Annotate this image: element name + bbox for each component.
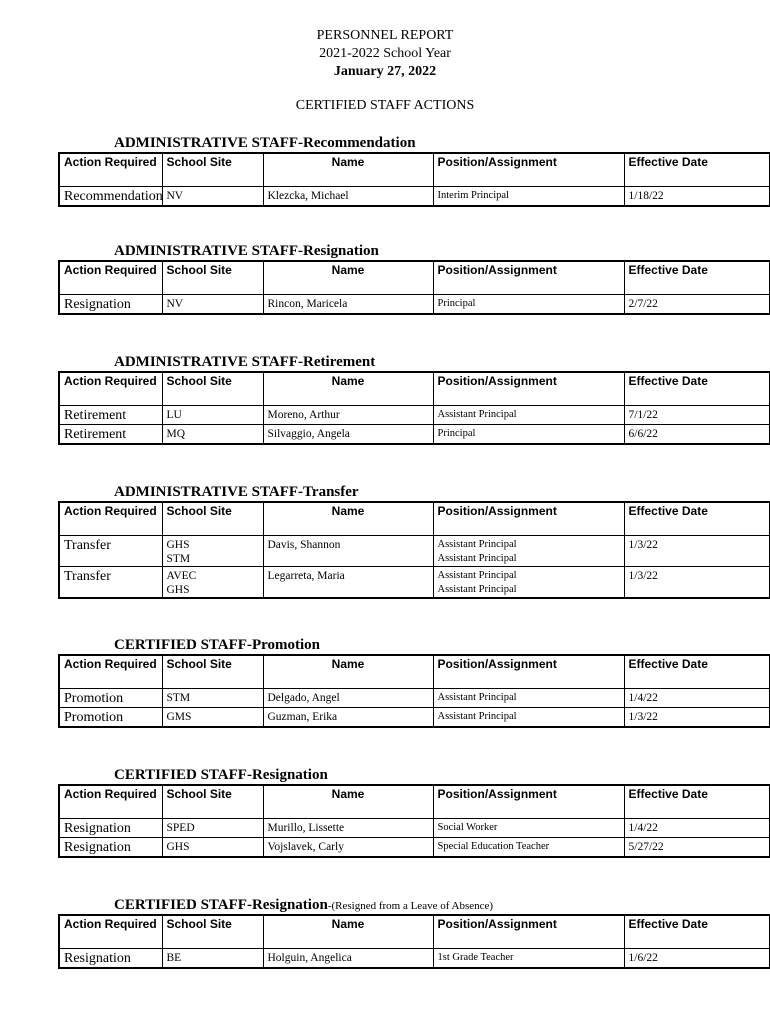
- section-title-text: CERTIFIED STAFF-Promotion: [114, 637, 321, 653]
- table-row: [59, 406, 770, 425]
- section-title: [114, 484, 770, 501]
- position-text: Assistant Principal: [437, 692, 517, 703]
- staff-table: [58, 914, 770, 969]
- cell-action: Resignation: [59, 838, 162, 858]
- cell-effective-date: 7/1/22: [624, 406, 770, 425]
- cell-effective-date: 5/27/22: [624, 838, 770, 858]
- report-title: PERSONNEL REPORT: [316, 28, 454, 43]
- section-title: [114, 767, 770, 784]
- cell-position: [433, 536, 624, 567]
- column-header-action: Action Required: [59, 153, 162, 187]
- column-header-action: Action Required: [59, 261, 162, 295]
- column-header-name: Name: [263, 372, 433, 406]
- cell-name: Guzman, Erika: [263, 708, 433, 728]
- section-title: [114, 637, 770, 654]
- section-title: [114, 243, 770, 260]
- cell-position: [433, 425, 624, 445]
- cell-site: [162, 295, 263, 315]
- cell-effective-date: 1/18/22: [624, 187, 770, 207]
- staff-table: [58, 371, 770, 445]
- position-text: Special Education Teacher: [437, 841, 550, 852]
- table-row: [59, 819, 770, 838]
- cell-name: Rincon, Maricela: [263, 295, 433, 315]
- section-title-note: -(Resigned from a Leave of Absence): [327, 900, 494, 912]
- cell-name: Silvaggio, Angela: [263, 425, 433, 445]
- cell-action: Recommendation: [59, 187, 162, 207]
- cell-site: [162, 187, 263, 207]
- cell-effective-date: 1/4/22: [624, 689, 770, 708]
- staff-table: [58, 654, 770, 728]
- site-code: NV: [166, 190, 184, 202]
- cell-effective-date: 6/6/22: [624, 425, 770, 445]
- cell-position: [433, 708, 624, 728]
- cell-action: Promotion: [59, 689, 162, 708]
- cell-position: [433, 949, 624, 969]
- column-header-position: Position/Assignment: [433, 261, 624, 295]
- column-header-date: Effective Date: [624, 785, 770, 819]
- site-code: BE: [166, 952, 182, 964]
- cell-position: [433, 819, 624, 838]
- report-date: January 27, 2022: [333, 64, 437, 79]
- cell-action: Transfer: [59, 536, 162, 567]
- column-header-site: School Site: [162, 153, 263, 187]
- section-0: [58, 135, 770, 207]
- table-header-row: [59, 655, 770, 689]
- column-header-position: Position/Assignment: [433, 372, 624, 406]
- table-header-row: [59, 372, 770, 406]
- position-text: Assistant Principal: [437, 539, 517, 550]
- staff-table: [58, 152, 770, 207]
- cell-site: [162, 708, 263, 728]
- section-title: [114, 897, 770, 914]
- cell-effective-date: 1/6/22: [624, 949, 770, 969]
- cell-site: [162, 536, 263, 567]
- position-text: Interim Principal: [437, 190, 509, 201]
- column-header-name: Name: [263, 655, 433, 689]
- column-header-date: Effective Date: [624, 372, 770, 406]
- cell-action: Resignation: [59, 819, 162, 838]
- column-header-position: Position/Assignment: [433, 785, 624, 819]
- cell-site: [162, 425, 263, 445]
- table-header-row: [59, 502, 770, 536]
- staff-table: [58, 501, 770, 599]
- position-text: Principal: [437, 428, 476, 439]
- cell-effective-date: 1/3/22: [624, 708, 770, 728]
- cell-name: Davis, Shannon: [263, 536, 433, 567]
- table-row: [59, 295, 770, 315]
- site-code: GHS: [166, 584, 190, 596]
- site-code: MQ: [166, 428, 186, 440]
- column-header-name: Name: [263, 915, 433, 949]
- section-title: [114, 354, 770, 371]
- section-title-text: ADMINISTRATIVE STAFF-Retirement: [114, 354, 376, 370]
- cell-position: [433, 838, 624, 858]
- report-subtitle: CERTIFIED STAFF ACTIONS: [295, 98, 475, 113]
- column-header-date: Effective Date: [624, 261, 770, 295]
- column-header-date: Effective Date: [624, 915, 770, 949]
- column-header-date: Effective Date: [624, 153, 770, 187]
- cell-action: Resignation: [59, 949, 162, 969]
- section-title-text: CERTIFIED STAFF-Resignation: [114, 767, 328, 783]
- cell-effective-date: 1/4/22: [624, 819, 770, 838]
- table-row: [59, 536, 770, 567]
- column-header-action: Action Required: [59, 502, 162, 536]
- cell-name: Klezcka, Michael: [263, 187, 433, 207]
- cell-position: [433, 406, 624, 425]
- cell-site: [162, 819, 263, 838]
- cell-position: [433, 689, 624, 708]
- column-header-action: Action Required: [59, 372, 162, 406]
- cell-name: Holguin, Angelica: [263, 949, 433, 969]
- table-row: [59, 187, 770, 207]
- column-header-action: Action Required: [59, 915, 162, 949]
- column-header-position: Position/Assignment: [433, 915, 624, 949]
- cell-name: Delgado, Angel: [263, 689, 433, 708]
- cell-position: [433, 567, 624, 599]
- cell-site: [162, 949, 263, 969]
- cell-effective-date: 2/7/22: [624, 295, 770, 315]
- column-header-site: School Site: [162, 785, 263, 819]
- table-row: [59, 838, 770, 858]
- cell-name: Legarreta, Maria: [263, 567, 433, 599]
- section-title-text: CERTIFIED STAFF-Resignation: [114, 897, 328, 913]
- cell-action: Retirement: [59, 425, 162, 445]
- site-code: GHS: [166, 539, 190, 551]
- site-code: GMS: [166, 711, 192, 723]
- site-code: SPED: [166, 822, 195, 834]
- column-header-action: Action Required: [59, 655, 162, 689]
- site-code: AVEC: [166, 570, 197, 582]
- column-header-position: Position/Assignment: [433, 502, 624, 536]
- position-text: Assistant Principal: [437, 553, 517, 564]
- report-header: [0, 27, 770, 81]
- position-text: 1st Grade Teacher: [437, 952, 514, 963]
- table-row: [59, 689, 770, 708]
- column-header-name: Name: [263, 502, 433, 536]
- cell-site: [162, 406, 263, 425]
- cell-site: [162, 689, 263, 708]
- column-header-date: Effective Date: [624, 502, 770, 536]
- column-header-date: Effective Date: [624, 655, 770, 689]
- table-row: [59, 567, 770, 599]
- table-header-row: [59, 261, 770, 295]
- column-header-site: School Site: [162, 655, 263, 689]
- column-header-name: Name: [263, 261, 433, 295]
- section-title: [114, 135, 770, 152]
- cell-action: Resignation: [59, 295, 162, 315]
- section-5: [58, 767, 770, 858]
- table-header-row: [59, 153, 770, 187]
- column-header-position: Position/Assignment: [433, 655, 624, 689]
- cell-name: Moreno, Arthur: [263, 406, 433, 425]
- column-header-name: Name: [263, 785, 433, 819]
- staff-table: [58, 260, 770, 315]
- cell-action: Promotion: [59, 708, 162, 728]
- cell-action: Retirement: [59, 406, 162, 425]
- position-text: Principal: [437, 298, 476, 309]
- table-row: [59, 708, 770, 728]
- column-header-position: Position/Assignment: [433, 153, 624, 187]
- section-title-text: ADMINISTRATIVE STAFF-Transfer: [114, 484, 359, 500]
- section-4: [58, 637, 770, 728]
- cell-name: Vojslavek, Carly: [263, 838, 433, 858]
- cell-site: [162, 567, 263, 599]
- section-title-text: ADMINISTRATIVE STAFF-Recommendation: [114, 135, 416, 151]
- cell-position: [433, 187, 624, 207]
- section-3: [58, 484, 770, 599]
- position-text: Assistant Principal: [437, 409, 517, 420]
- site-code: NV: [166, 298, 184, 310]
- column-header-name: Name: [263, 153, 433, 187]
- table-row: [59, 425, 770, 445]
- column-header-site: School Site: [162, 915, 263, 949]
- table-row: [59, 949, 770, 969]
- position-text: Assistant Principal: [437, 711, 517, 722]
- cell-action: Transfer: [59, 567, 162, 599]
- site-code: STM: [166, 692, 191, 704]
- section-title-text: ADMINISTRATIVE STAFF-Resignation: [114, 243, 379, 259]
- site-code: STM: [166, 553, 191, 565]
- site-code: LU: [166, 409, 182, 421]
- cell-site: [162, 838, 263, 858]
- column-header-action: Action Required: [59, 785, 162, 819]
- column-header-site: School Site: [162, 261, 263, 295]
- cell-position: [433, 295, 624, 315]
- report-school-year: 2021-2022 School Year: [319, 46, 451, 61]
- position-text: Social Worker: [437, 822, 498, 833]
- section-1: [58, 243, 770, 315]
- site-code: GHS: [166, 841, 190, 853]
- cell-name: Murillo, Lissette: [263, 819, 433, 838]
- section-2: [58, 354, 770, 445]
- table-header-row: [59, 785, 770, 819]
- cell-effective-date: 1/3/22: [624, 536, 770, 567]
- section-6: [58, 897, 770, 969]
- column-header-site: School Site: [162, 372, 263, 406]
- position-text: Assistant Principal: [437, 584, 517, 595]
- table-header-row: [59, 915, 770, 949]
- staff-table: [58, 784, 770, 858]
- cell-effective-date: 1/3/22: [624, 567, 770, 599]
- position-text: Assistant Principal: [437, 570, 517, 581]
- column-header-site: School Site: [162, 502, 263, 536]
